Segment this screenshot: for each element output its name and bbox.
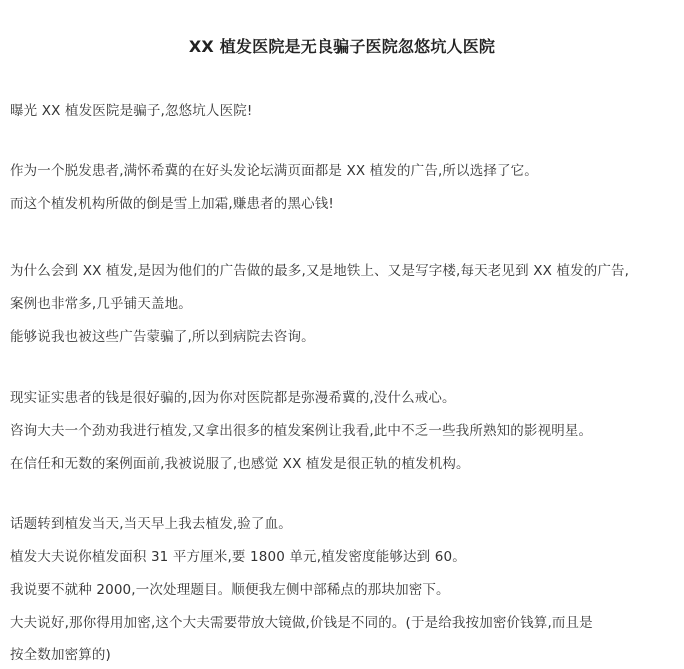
paragraph-line: 曝光 XX 植发医院是骗子,忽悠坑人医院!: [10, 103, 253, 119]
paragraph-line: 作为一个脱发患者,满怀希冀的在好头发论坛满页面都是 XX 植发的广告,所以选择了它。: [10, 163, 538, 179]
paragraph-line: 案例也非常多,几乎铺天盖地。: [10, 296, 192, 312]
paragraph-line: 按全数加密算的): [10, 647, 111, 663]
paragraph-line: 植发大夫说你植发面积 31 平方厘米,要 1800 单元,植发密度能够达到 60。: [10, 549, 466, 565]
article-title: XX 植发医院是无良骗子医院忽悠坑人医院: [188, 37, 496, 56]
paragraph-line: 话题转到植发当天,当天早上我去植发,验了血。: [10, 516, 292, 532]
paragraph-line: 在信任和无数的案例面前,我被说服了,也感觉 XX 植发是很正轨的植发机构。: [10, 456, 470, 472]
paragraph-line: 我说要不就种 2000,一次处理题目。顺便我左侧中部稀点的那块加密下。: [10, 582, 450, 598]
paragraph-line: 现实证实患者的钱是很好骗的,因为你对医院都是弥漫希冀的,没什么戒心。: [10, 390, 456, 406]
paragraph-line: 能够说我也被这些广告蒙骗了,所以到病院去咨询。: [10, 329, 315, 345]
paragraph-line: 咨询大夫一个劲劝我进行植发,又拿出很多的植发案例让我看,此中不乏一些我所熟知的影视明星。: [10, 423, 593, 439]
paragraph-line: 而这个植发机构所做的倒是雪上加霜,赚患者的黑心钱!: [10, 196, 334, 212]
paragraph-line: 大夫说好,那你得用加密,这个大夫需要带放大镜做,价钱是不同的。(于是给我按加密价钱算,而且是: [10, 615, 593, 631]
paragraph-line: 为什么会到 XX 植发,是因为他们的广告做的最多,又是地铁上、又是写字楼,每天老见到 XX 植发的广告,: [10, 263, 630, 279]
